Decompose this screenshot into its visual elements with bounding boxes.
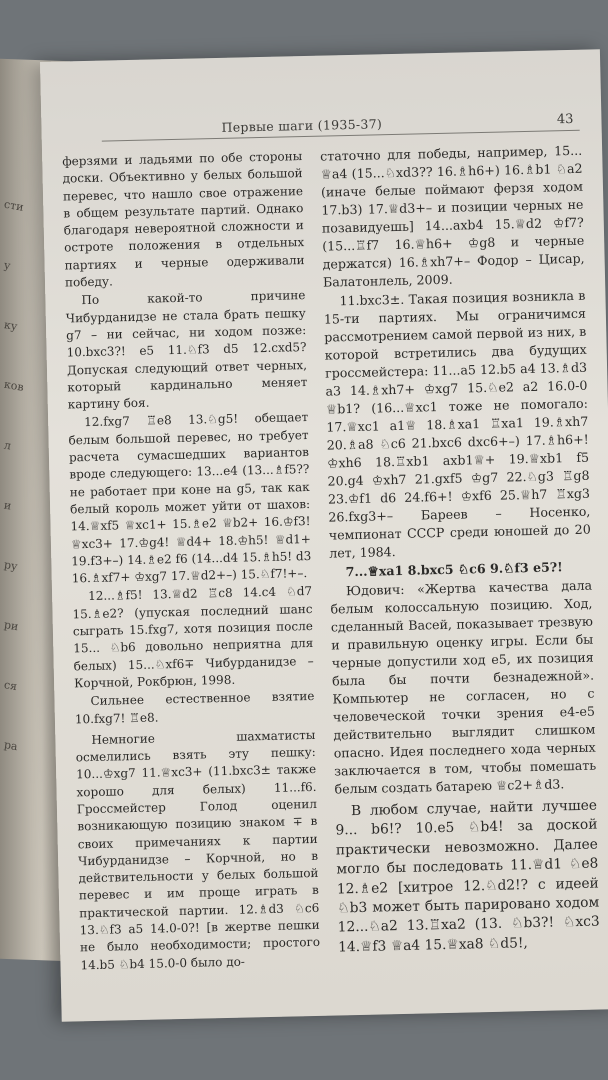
paragraph: 12.fxg7 ♖e8 13.♘g5! обещает белым большой перевес, но требует расчета сумасшедших вариантов вроде следующего: 13...e4 (13...♗f5?? не работает при коне на g5, так как белый король может уйти от шахов: 14.♕xf5 ♕xc1+ 15.♗e2 ♕b2+ 16.♔f3! ♕xc3+ 17.♔g4! ♕d4+ 18.♔h5! ♕d1+ 19.f3+–) 14.♗e2 f6 (14...d4 15.♗h5! d3 16.♗xf7+ ♔xg7 17.♕d2+–) 15.♘f7!+–.	[68, 410, 312, 586]
left-page-fragment: у	[3, 258, 12, 273]
left-page-fragment: ри	[3, 618, 20, 634]
paragraph: статочно для победы, например, 15... ♕a4 (15...♘xd3?? 16.♗h6+) 16.♗b1 ♘a2 (иначе белые поймают ферзя ходом 17.b3) 17.♕d3+– и позиции черных не позавидуешь] 14...axb4 15.♕d2 ♔f7? (15...♖f7 16.♕h6+ ♔g8 и черные держатся) 16.♗xh7+– Фодор – Цисар, Балатонлель, 2009.	[320, 142, 585, 290]
paragraph: По какой-то причине Чибурданидзе не стала брать пешку g7 – ни сейчас, ни ходом позже: 10.bxc3?! e5 11.♘f3 d5 12.cxd5? Допуская следующий ответ черных, который кардинально меняет картину боя.	[65, 288, 308, 412]
left-text-column	[62, 148, 321, 975]
left-page-fragment: л	[3, 438, 12, 453]
page-number: 43	[556, 111, 574, 128]
left-page-fragment: ков	[3, 377, 25, 394]
left-page-fragment: ся	[3, 678, 18, 694]
left-page-fragment: ра	[3, 738, 19, 754]
right-text-column	[320, 142, 600, 959]
paragraph: ферзями и ладьями по обе стороны доски. Объективно у белых большой перевес, что нашло свое отражение в общем результате партий. Однако благодаря невероятной сложности и остроте положения в отдельных партиях и черные одерживали победу.	[62, 149, 305, 290]
left-page-fragment: и	[3, 498, 13, 513]
left-page-fragment: сти	[3, 197, 25, 214]
paragraph: 11.bxc3±. Такая позиция возникла в 15-ти партиях. Мы ограничимся рассмотрением самой первой из них, в которой встретились два будущих гроссмейстера: 11...a5 12.b5 a4 13.♗d3 a3 14.♗xh7+ ♔xg7 15.♘e2 a2 16.0-0 ♕b1? (16...♕xc1 тоже не помогало: 17.♕xc1 a1♕ 18.♗xa1 ♖xa1 19.♗xh7 20.♗a8 ♘c6 21.bxc6 dxc6+–) 17.♗h6+! ♔xh6 18.♖xb1 axb1♕+ 19.♕xb1 f5 20.g4 ♔xh7 21.gxf5 ♔g7 22.♘g3 ♖g8 23.♔f1 d6 24.f6+! ♔xf6 25.♕h7 ♖xg3 26.fxg3+– Бареев – Носенко, чемпионат СССР среди юношей до 20 лет, 1984.	[323, 287, 591, 561]
paragraph: Сильнее естественное взятие 10.fxg7! ♖e8.	[74, 689, 315, 726]
paragraph: 12...♗f5! 13.♕d2 ♖c8 14.c4 ♘d7 15.♗e2? (упуская последний шанс сыграть 15.fxg7, хотя позиция после 15... ♘b6 довольно неприятна для белых) 15...♘xf6∓ Чибурданидзе – Корчной, Рокбрюн, 1998.	[72, 584, 314, 691]
paragraph: Юдович: «Жертва качества дала белым колоссальную позицию. Ход, сделанный Васей, показывает трезвую и правильную оценку игры. Если бы черные допустили ход e5, их позиция была бы почти безнадежной». Компьютер не согласен, но с человеческой точки зрения e4-e5 действительно выглядит слишком опасно. Идея последнего хода черных заключается в том, чтобы помешать белым создать батарею ♕c2+♗d3.	[330, 577, 597, 797]
running-header: Первые шаги (1935-37)	[221, 116, 383, 135]
left-page-fragment: ру	[3, 558, 19, 574]
move-line: 7...♕xa1 8.bxc5 ♘c6 9.♘f3 e5?!	[345, 559, 563, 580]
book-page	[40, 49, 608, 1021]
paragraph: Немногие шахматисты осмелились взять эту пешку: 10...♔xg7 11.♕xc3+ (11.bxc3± также хорошо для белых) 11...f6. Гроссмейстер Голод оценил возникающую позицию знаком ∓ в своих примечаниях к партии Чибурданидзе – Корчной, но в действительности у белых большой перевес и им проще играть в практической партии. 12.♗d3 ♘c6 13.♘f3 a5 14.0-0?! [в жертве пешки не было необходимости; простого 14.b5 ♘b4 15.0-0 было до-	[75, 727, 321, 972]
left-page-fragment: ку	[3, 318, 19, 334]
paragraph: В любом случае, найти лучшее 9... b6!? 10.e5 ♘b4! за доской практически невозможно. Далее могло бы последовать 11.♕d1 ♘e8 12.♗e2 [хитрое 12.♘d2!? с идеей ♘b3 может быть парировано ходом 12...♘a2 13.♖xa2 (13. ♘b3?! ♘xc3 14.♕f3 ♕a4 15.♕xa8 ♘d5!,	[335, 797, 600, 956]
